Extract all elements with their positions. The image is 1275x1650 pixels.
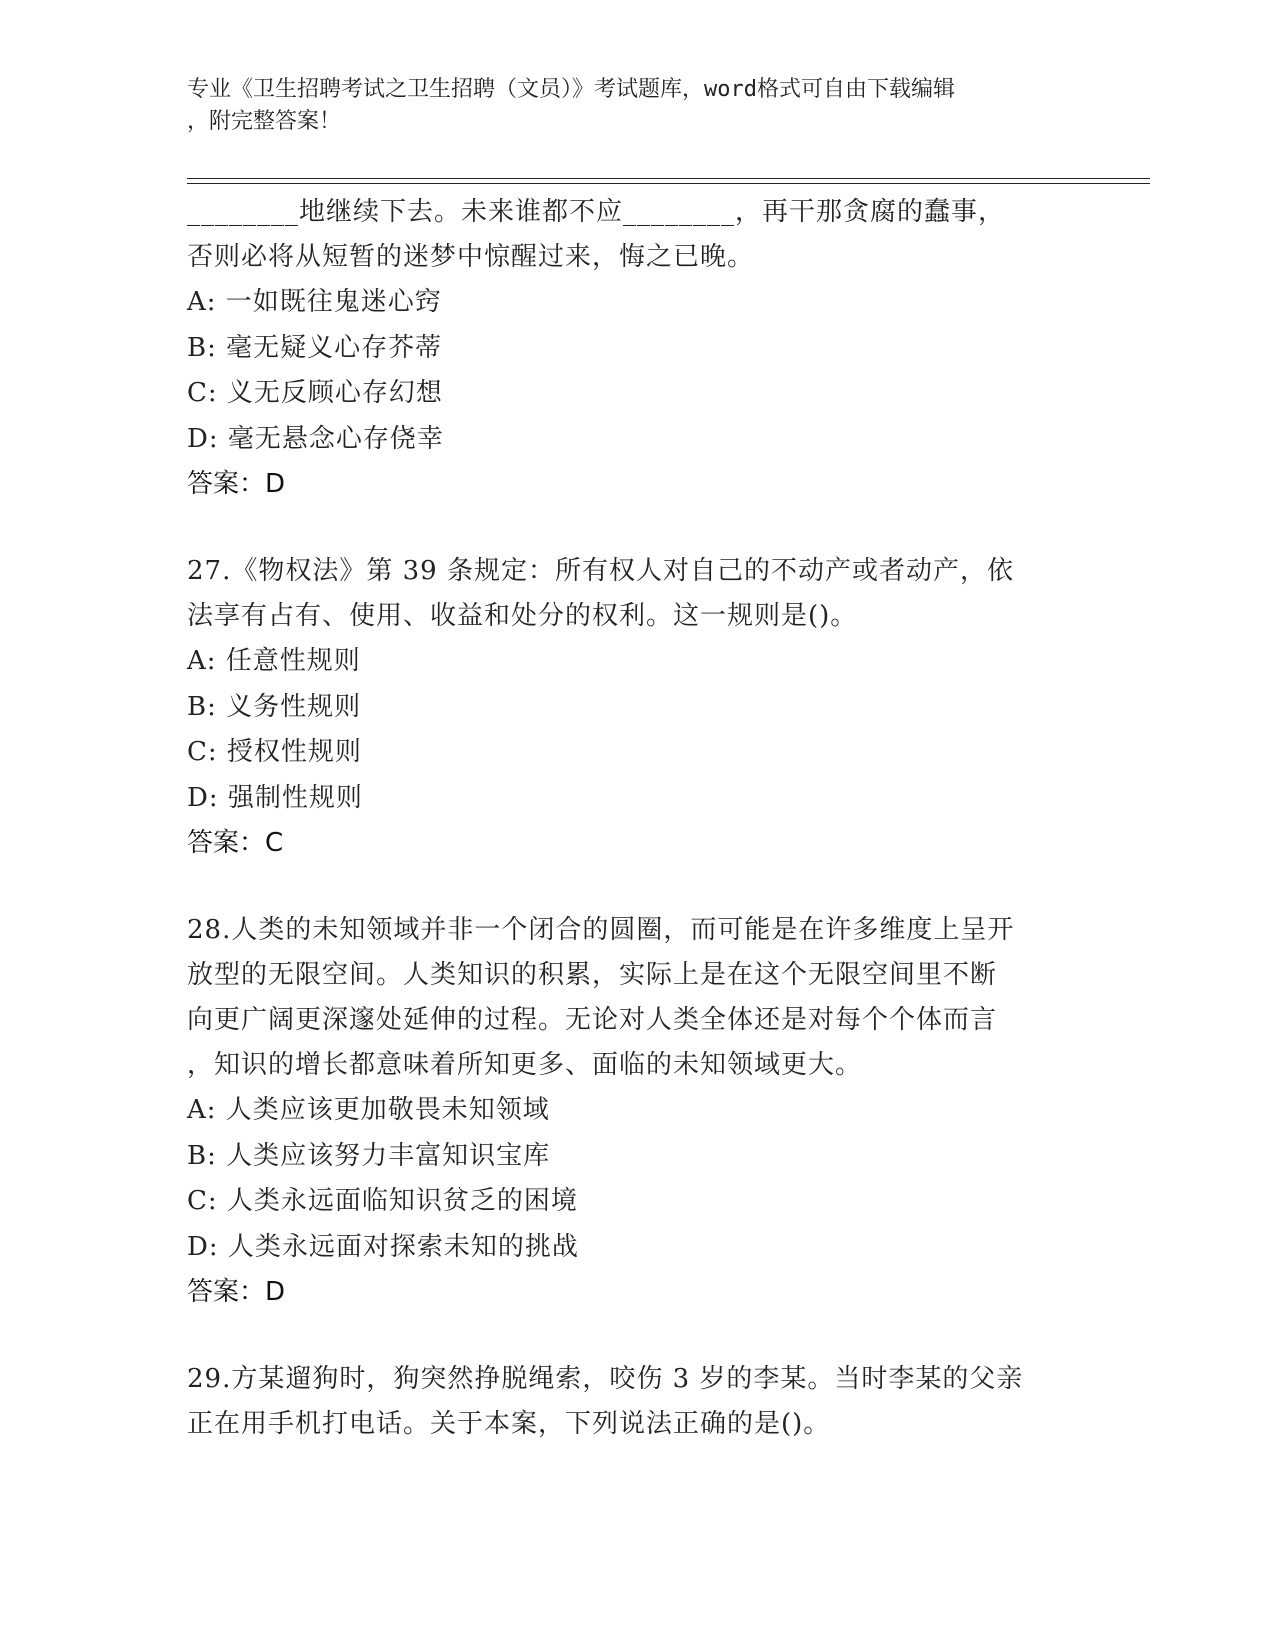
question-stem-line: 29.方某遛狗时，狗突然挣脱绳索，咬伤 3 岁的李某。当时李某的父亲: [187, 1364, 1024, 1394]
option-b: B: 义务性规则: [187, 691, 362, 722]
option-d: D: 人类永远面对探索未知的挑战: [187, 1231, 579, 1262]
header-divider-top: [187, 178, 1150, 179]
option-c: C: 授权性规则: [187, 737, 362, 767]
option-a: A: 人类应该更加敬畏未知领域: [187, 1095, 550, 1125]
question-26: [187, 190, 1087, 507]
option-a: A: 一如既往鬼迷心窍: [187, 287, 442, 317]
header-line-2: ，附完整答案！: [187, 109, 342, 134]
question-stem-line: 27.《物权法》第 39 条规定：所有权人对自己的不动产或者动产，依: [187, 556, 1014, 586]
question-27: [187, 549, 1087, 866]
question-stem-line: ________地继续下去。未来谁都不应________，再干那贪腐的蠢事，: [187, 197, 1006, 227]
question-stem-line: 法享有占有、使用、收益和处分的权利。这一规则是()。: [187, 601, 858, 631]
question-28: [187, 908, 1087, 1315]
question-stem-line: ，知识的增长都意味着所知更多、面临的未知领域更大。: [187, 1050, 863, 1080]
answer: 答案：C: [187, 828, 284, 858]
option-d: D: 毫无悬念心存侥幸: [187, 423, 444, 454]
option-d: D: 强制性规则: [187, 782, 363, 813]
option-c: C: 义无反顾心存幻想: [187, 378, 443, 408]
question-stem-line: 否则必将从短暂的迷梦中惊醒过来，悔之已晚。: [187, 242, 755, 272]
answer: 答案：D: [187, 1277, 286, 1307]
question-stem-line: 正在用手机打电话。关于本案，下列说法正确的是()。: [187, 1409, 831, 1439]
header-divider-bottom: [187, 183, 1150, 184]
document-header: [187, 74, 1087, 138]
question-stem-line: 放型的无限空间。人类知识的积累，实际上是在这个无限空间里不断: [187, 960, 998, 990]
header-line-1: 专业《卫生招聘考试之卫生招聘（文员）》考试题库，word格式可自由下载编辑: [187, 77, 955, 102]
answer: 答案：D: [187, 469, 286, 499]
question-list: [187, 190, 1087, 1447]
option-a: A: 任意性规则: [187, 646, 361, 676]
question-stem-line: 28.人类的未知领域并非一个闭合的圆圈，而可能是在许多维度上呈开: [187, 915, 1015, 945]
option-c: C: 人类永远面临知识贫乏的困境: [187, 1186, 578, 1216]
question-stem-line: 向更广阔更深邃处延伸的过程。无论对人类全体还是对每个个体而言: [187, 1005, 998, 1035]
question-29: [187, 1357, 1087, 1447]
option-b: B: 毫无疑义心存芥蒂: [187, 332, 443, 363]
option-b: B: 人类应该努力丰富知识宝库: [187, 1140, 551, 1171]
